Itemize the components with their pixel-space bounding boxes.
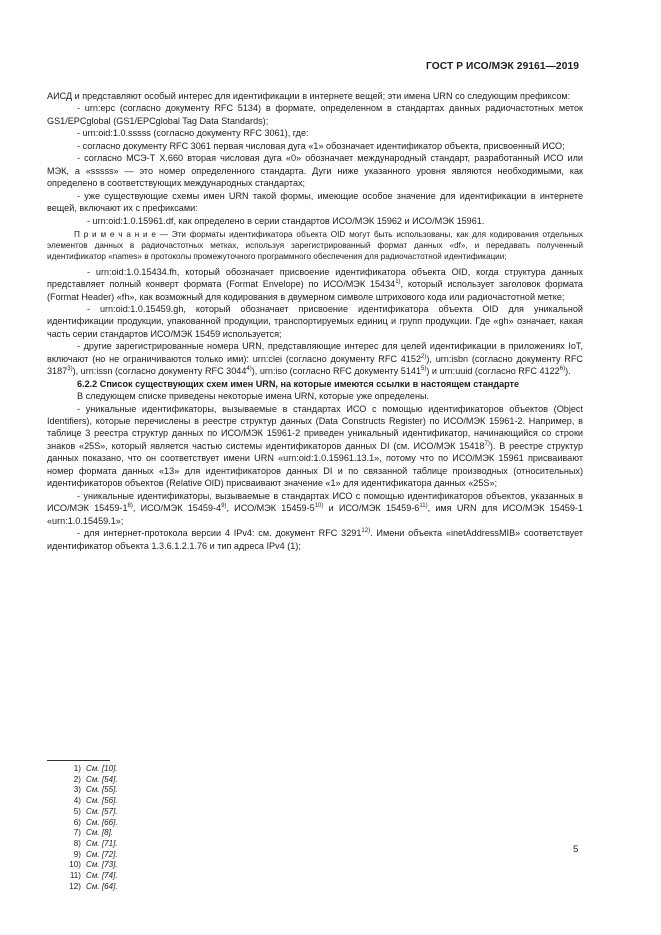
footnote: 6) См. [66]. (73, 817, 118, 827)
footnote-ref[interactable]: 7) (484, 440, 490, 447)
list-item: - urn:oid:1.0.15434.fh, который обозначает присвоение идентификатора объекта OID, когда структура данных представляет полный конверт формата (Format Envelope) по ИСО/МЭК 15434$^{1)}$, который использует заголовок формата (Format Header) «fh», как возможный для кодирования в двумерном символе штрихового кода или радиочастотной метке; (47, 266, 583, 302)
list-item: - urn:oid:1.0.15459.gh, который обозначает присвоение идентификатора объекта OID для уникальной идентификации продукции, упакованной продукции, транспортируемых единиц и групп продукции. Где «gh» означает, какая часть серии стандартов ИСО/МЭК 15459 используется; (47, 303, 583, 339)
footnote: 5) См. [57]. (73, 806, 118, 816)
footnote: 9) См. [72]. (73, 849, 118, 859)
list-item: - другие зарегистрированные номера URN, представляющие интерес для целей идентификации в приложениях IoT, включают (но не ограничиваются только ими): urn:clei (согласно документу RFC 4152$^{2)}$), urn:isbn (согласно документу RFC 3187$^{3)}$), urn:issn (согласно документу RFC 3044$^{4)}$), urn:iso (согласно RFC документу 5141$^{5)}$) и urn:uuid (согласно RFC 4122$^{6)}$). (47, 341, 583, 377)
list-item: - уникальные идентификаторы, вызываемые в стандартах ИСО с помощью идентификаторов объектов, указанных в ИСО/МЭК 15459-1$^{8)}$, ИСО/МЭК 15459-4$^{9)}$, ИСО/МЭК 15459-5$^{10)}$ и ИСО/МЭК 15459-6$^{11)}$, имя URN для ИСО/МЭК 15459-1 «urn:1.0.15459.1»; (47, 490, 583, 526)
note-label: П р и м е ч а н и е (74, 229, 156, 239)
footnote-ref[interactable]: 12) (361, 528, 371, 535)
footnote-ref[interactable]: 5) (421, 366, 427, 373)
list-item: - уникальные идентификаторы, вызываемые в стандартах ИСО с помощью идентификаторов объектов (Object Identifiers), которые перечислены в реестре структур данных (Data Constructs Register) по ИСО/МЭК 15961-2. Например, в таблице 3 реестра структур данных по ИСО/МЭК 15961-2 приведен уникальный идентификатор, начинающийся со строки знаков «25S», который является частью системы идентификаторов данных DI (см. ИСО/МЭК 15418$^{7)}$). В реестре структур данных показано, что он соответствует имени URN «urn:oid:1.0.15961.13.1», потому что по ИСО/МЭК 15961 присваивают номер формата данных «13» для идентификаторов данных DI и по связанной таблице производных (относительных) идентификаторов объектов (Relative OID) присваивают значение «1» для идентификатора данных «25S»; (47, 403, 584, 489)
footnote: 11) См. [74]. (69, 871, 118, 881)
footnote: 12) См. [64]. (69, 881, 118, 891)
document-header: ГОСТ Р ИСО/МЭК 29161—2019 (426, 61, 579, 72)
list-item: - для интернет-протокола версии 4 IPv4: см. документ RFC 3291$^{12)}$. Имени объекта «inetAddressMIB» соответствует идентификатор объекта 1.3.6.1.2.1.76 и тип адреса IPv4 (1); (47, 528, 583, 551)
footnote-ref[interactable]: 2) (421, 353, 427, 360)
footnote-ref[interactable]: 3) (67, 366, 73, 373)
list-item: - urn:epc (согласно документу RFC 5134) в формате, определенном в стандартах данных радиочастотных меток GS1/EPCglobal (GS1/EPCglobal Tag Data Standards); (47, 103, 583, 126)
footnote-ref[interactable]: 6) (559, 366, 566, 373)
footnote: 8) См. [71]. (73, 838, 118, 848)
page-number: 5 (573, 844, 579, 855)
footnote: 4) См. [56]. (73, 796, 118, 806)
list-item: - согласно документу RFC 3061 первая числовая дуга «1» обозначает идентификатор объекта, присвоенный ИСО; (77, 140, 565, 151)
note (47, 229, 583, 263)
footnote-ref[interactable]: 9) (221, 503, 227, 510)
footnote-ref[interactable]: 10) (314, 503, 324, 510)
footnote: 2) См. [54]. (73, 774, 118, 784)
footnote-divider (47, 760, 110, 761)
section-heading: 6.2.2 Список существующих схем имен URN, на которые имеются ссылки в настоящем стандарте (77, 378, 520, 389)
footnote: 10) См. [73]. (69, 860, 118, 870)
footnote: 3) См. [55]. (73, 785, 118, 795)
paragraph: АИСД и представляют особый интерес для идентификации в интернете вещей; эти имена URN со следующим префиксом: (47, 91, 571, 101)
footnote: 7) См. [8]. (73, 828, 114, 838)
document-body (47, 90, 583, 552)
list-item: - urn:oid:1.0.15961.df, как определено в серии стандартов ИСО/МЭК 15962 и ИСО/МЭК 15961. (87, 215, 485, 226)
footnote-ref[interactable]: 4) (246, 366, 252, 373)
footnote: 1) См. [10]. (73, 764, 118, 773)
footnote-ref[interactable]: 11) (419, 503, 428, 510)
footnote-ref[interactable]: 8) (127, 503, 133, 510)
list-item: - urn:oid:1.0.sssss (согласно документу RFC 3061), где: (77, 128, 309, 139)
paragraph: В следующем списке приведены некоторые имена URN, которые уже определены. (77, 391, 430, 402)
footnote-ref[interactable]: 1) (395, 279, 401, 286)
list-item: - уже существующие схемы имен URN такой формы, имеющие особое значение для идентификации в интернете вещей, включают их с префиксами: (47, 190, 583, 214)
footnotes (47, 764, 247, 892)
list-item: - согласно МСЭ-Т X.660 вторая числовая дуга «0» обозначает международный стандарт, разработанный ИСО или МЭК, а «sssss» — это номер определенного стандарта. Дуги ниже указанного уровня являются необходимыми, как определено в соответствующих международных стандартах; (47, 153, 583, 189)
note-text: — Эти форматы идентификатора объекта OID могут быть использованы, как для кодирования отдельных элементов данных в радиочастотных метках, используя зарегистрированный формат данных «df», и передавать полученный идентификатор «names» в протоколы промежуточного программного обеспечения для радиочастотной идентификации; (47, 229, 583, 262)
